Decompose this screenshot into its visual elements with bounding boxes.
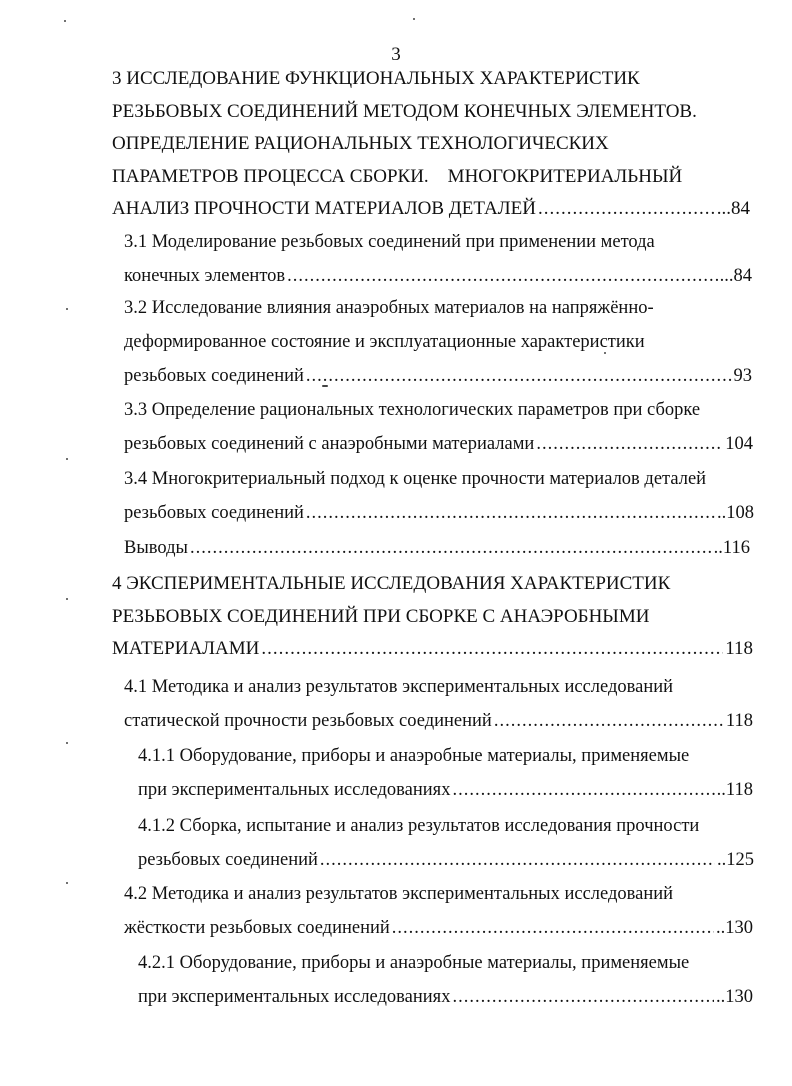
- dot-leader: [452, 773, 714, 807]
- toc-entry-title: при экспериментальных исследованиях: [138, 780, 451, 800]
- toc-page-number: ..130: [716, 987, 753, 1007]
- toc-entry-line: 3.2 Исследование влияния анаэробных материалов на напряжённо-: [124, 298, 654, 318]
- toc-page-number: 93: [733, 366, 752, 386]
- toc-entry-title: резьбовых соединений: [138, 850, 318, 870]
- scan-speck: [66, 742, 68, 744]
- toc-entry-title: МАТЕРИАЛАМИ: [112, 638, 260, 659]
- scan-speck: [66, 458, 68, 460]
- dot-leader: [261, 633, 723, 666]
- toc-entry-line: 4.2.1 Оборудование, приборы и анаэробные материалы, применяемые: [138, 953, 690, 973]
- toc-entry-line: 3.1 Моделирование резьбовых соединений при применении метода: [124, 232, 655, 252]
- toc-entry-title: АНАЛИЗ ПРОЧНОСТИ МАТЕРИАЛОВ ДЕТАЛЕЙ: [112, 198, 536, 219]
- toc-entry-line: 3.3 Определение рациональных технологических параметров при сборке: [124, 400, 701, 420]
- scan-speck: [413, 18, 415, 20]
- toc-entry-title: Выводы: [124, 538, 188, 558]
- toc-entry-title: конечных элементов: [124, 266, 286, 286]
- toc-entry-title: резьбовых соединений с анаэробными материалами: [124, 434, 535, 454]
- dot-leader: [452, 980, 714, 1014]
- scan-speck: [66, 308, 68, 310]
- toc-entry-chapter-3[interactable]: [112, 63, 750, 226]
- toc-page-number: 118: [725, 638, 753, 659]
- toc-entry-title: статической прочности резьбовых соединений: [124, 711, 492, 731]
- toc-page-number: ...84: [716, 198, 750, 219]
- toc-entry-line: 4.1 Методика и анализ результатов экспериментальных исследований: [124, 677, 674, 697]
- toc-entry-title: резьбовых соединений: [124, 503, 304, 523]
- toc-entry-4-2[interactable]: [124, 877, 753, 945]
- toc-page-number: ..118: [716, 780, 753, 800]
- toc-entry-line: РЕЗЬБОВЫХ СОЕДИНЕНИЙ ПРИ СБОРКЕ С АНАЭРОБНЫМИ: [112, 605, 650, 627]
- toc-entry-3-2[interactable]: [124, 291, 752, 393]
- toc-entry-line: 4 ЭКСПЕРИМЕНТАЛЬНЫЕ ИССЛЕДОВАНИЯ ХАРАКТЕРИСТИК: [112, 573, 671, 594]
- toc-page-number: ...84: [719, 266, 752, 286]
- toc-entry-chapter-4[interactable]: [112, 568, 753, 666]
- toc-entry-3-1[interactable]: [124, 225, 752, 293]
- toc-page-number: ..108: [717, 503, 754, 523]
- toc-page-number: ..130: [716, 918, 753, 938]
- scan-speck: [64, 20, 66, 22]
- toc-entry-line: 4.1.2 Сборка, испытание и анализ результатов исследования прочности: [138, 816, 700, 836]
- toc-entry-3-4[interactable]: [124, 462, 754, 530]
- toc-entry-line: ОПРЕДЕЛЕНИЕ РАЦИОНАЛЬНЫХ ТЕХНОЛОГИЧЕСКИХ: [112, 133, 609, 154]
- dot-leader: [306, 359, 732, 393]
- toc-entry-line: 4.2 Методика и анализ результатов экспериментальных исследований: [124, 884, 674, 904]
- toc-entry-title: при экспериментальных исследованиях: [138, 987, 451, 1007]
- scan-speck: [66, 598, 68, 600]
- toc-page-number: ..125: [717, 850, 754, 870]
- dot-leader: [306, 496, 715, 530]
- toc-entry-line: 3 ИССЛЕДОВАНИЕ ФУНКЦИОНАЛЬНЫХ ХАРАКТЕРИСТИК: [112, 68, 640, 89]
- dot-leader: [190, 531, 712, 565]
- toc-entry-4-1[interactable]: [124, 670, 753, 738]
- dot-leader: [538, 193, 715, 226]
- scan-speck: [66, 882, 68, 884]
- toc-entry-line: ПАРАМЕТРОВ ПРОЦЕССА СБОРКИ. МНОГОКРИТЕРИАЛЬНЫЙ: [112, 165, 683, 187]
- toc-entry-4-1-2[interactable]: [138, 809, 754, 877]
- toc-entry-3-3[interactable]: [124, 393, 753, 461]
- toc-page-number: 104: [725, 434, 753, 454]
- dot-leader: [287, 259, 717, 293]
- toc-entry-4-2-1[interactable]: [138, 946, 753, 1014]
- toc-entry-line: 3.4 Многокритериальный подход к оценке прочности материалов деталей: [124, 469, 707, 489]
- toc-page-number: ..116: [713, 538, 750, 558]
- page-number: 3: [391, 44, 401, 65]
- toc-entry-line: РЕЗЬБОВЫХ СОЕДИНЕНИЙ МЕТОДОМ КОНЕЧНЫХ ЭЛЕМЕНТОВ.: [112, 100, 697, 122]
- toc-entry-title: резьбовых соединений: [124, 366, 304, 386]
- scan-speck: [322, 385, 328, 387]
- dot-leader: [320, 843, 715, 877]
- toc-entry-line: 4.1.1 Оборудование, приборы и анаэробные материалы, применяемые: [138, 746, 690, 766]
- scan-speck: [604, 352, 606, 354]
- dot-leader: [536, 427, 723, 461]
- toc-entry-title: жёсткости резьбовых соединений: [124, 918, 390, 938]
- dot-leader: [392, 911, 714, 945]
- toc-entry-conclusions[interactable]: [124, 531, 750, 565]
- toc-entry-line: деформированное состояние и эксплуатационные характеристики: [124, 332, 645, 352]
- dot-leader: [494, 704, 724, 738]
- toc-entry-4-1-1[interactable]: [138, 739, 753, 807]
- toc-page-number: 118: [725, 711, 753, 731]
